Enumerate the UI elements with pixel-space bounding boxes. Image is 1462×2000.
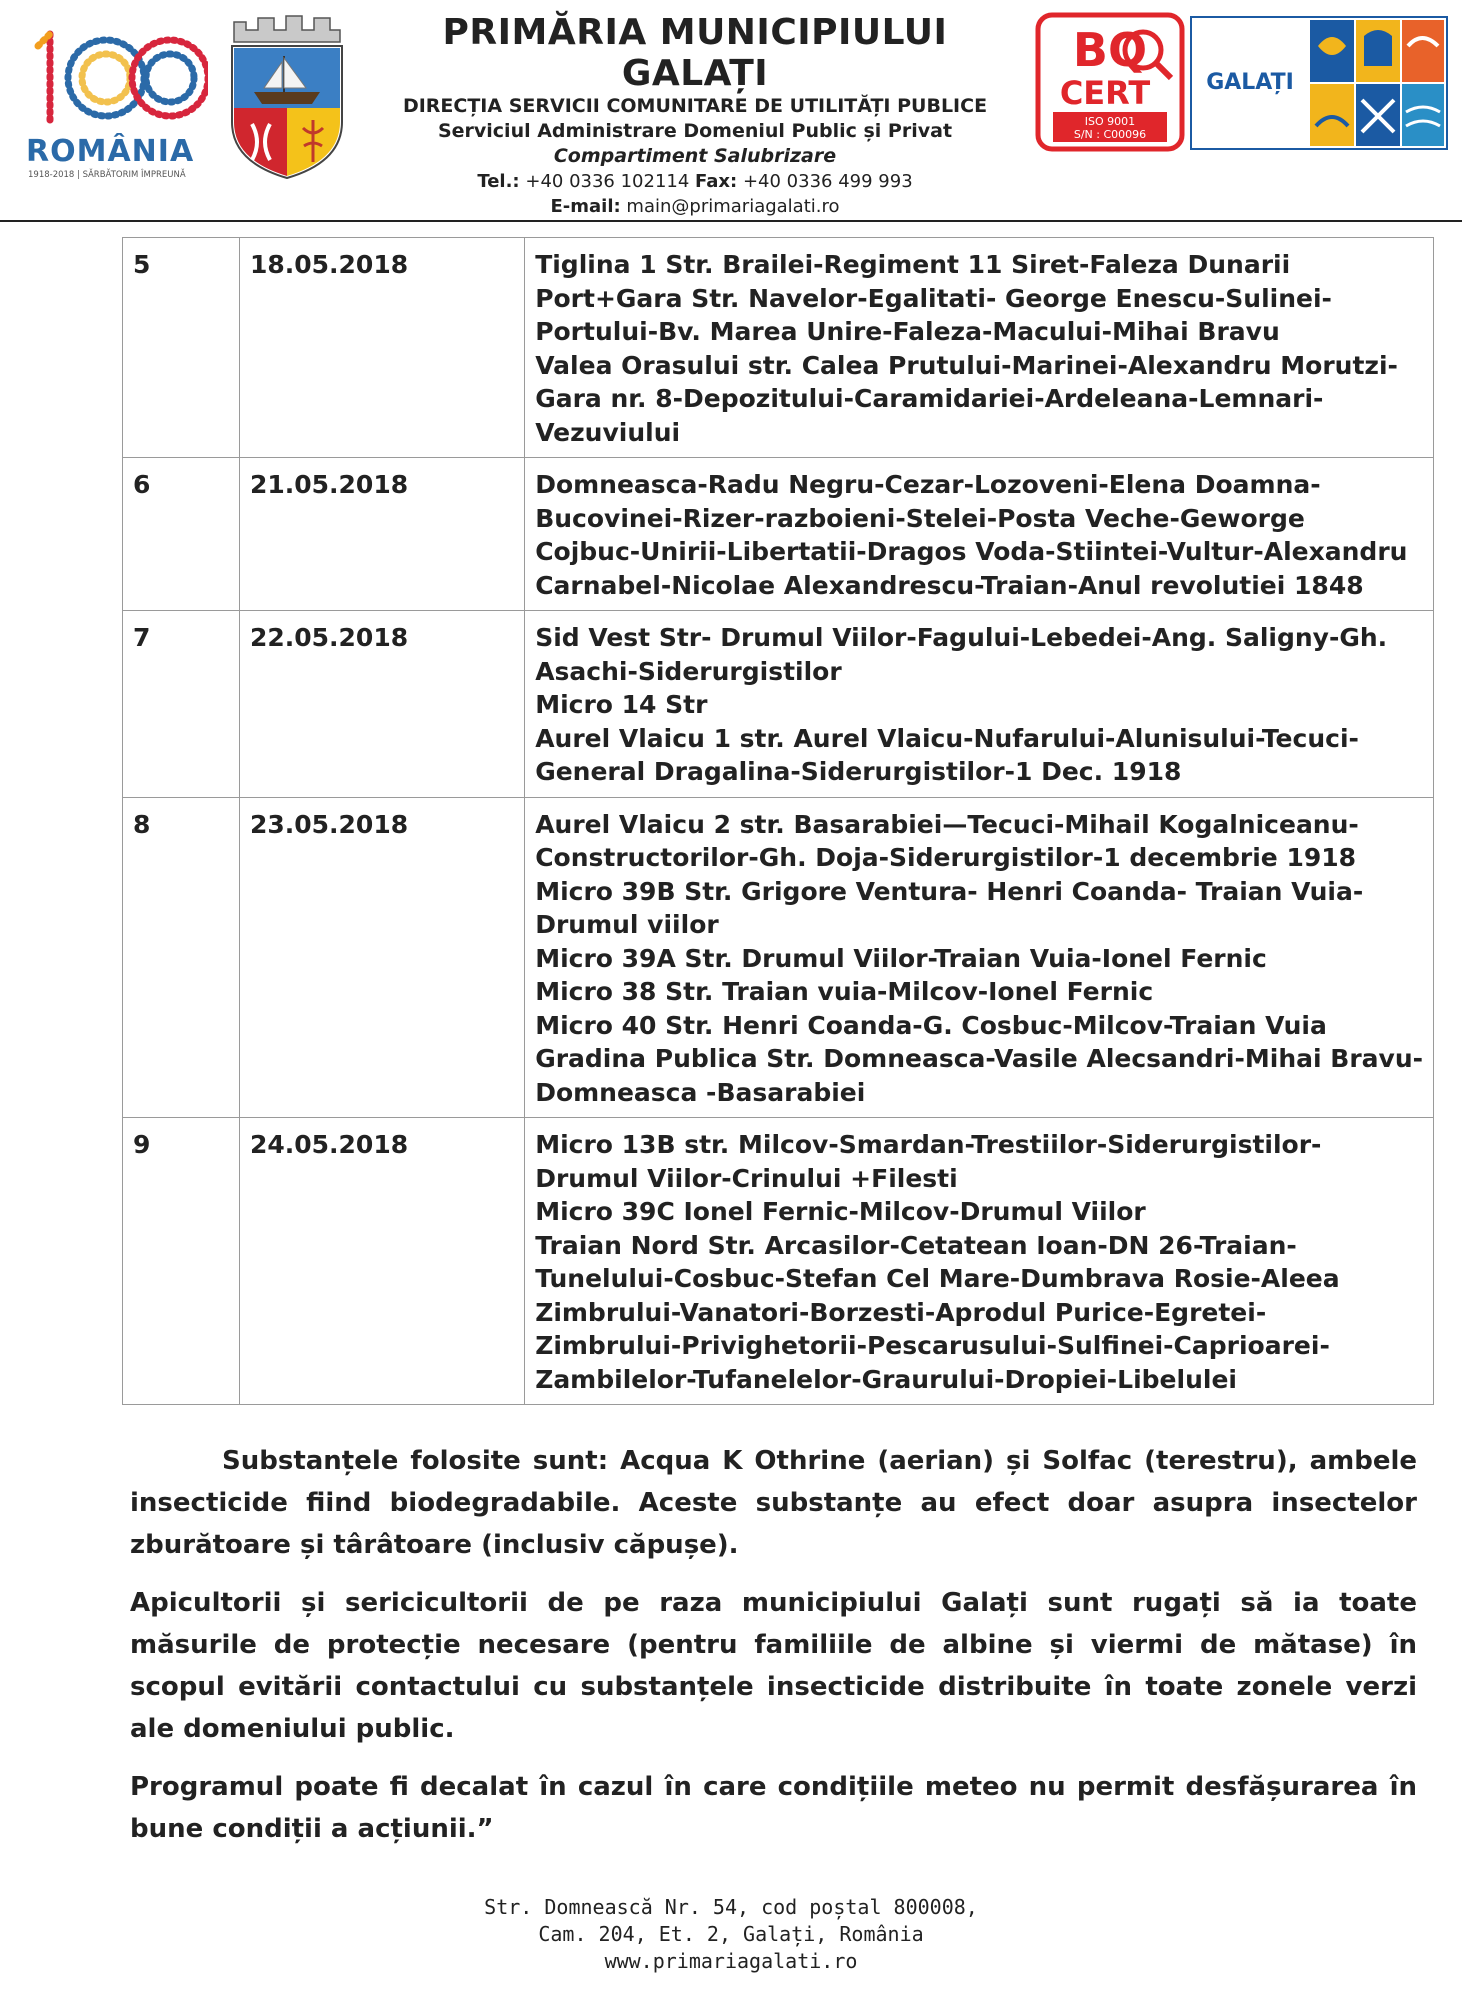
- date-cell: 24.05.2018: [239, 1118, 524, 1405]
- fax-label: Fax:: [695, 171, 738, 192]
- page-footer: [0, 1894, 1462, 1975]
- email-label: E-mail:: [550, 196, 621, 217]
- weather-disclaimer-paragraph: Programul poate fi decalat în cazul în care condițiile meteo nu permit desfășurarea în bune condiții a acțiunii.”: [130, 1772, 1417, 1844]
- letterhead-text: [370, 10, 1020, 219]
- centenary-100-dots-icon: [28, 22, 208, 132]
- treatment-schedule-table: [122, 237, 1434, 1405]
- row-number-cell: 5: [123, 238, 240, 458]
- galati-brand-text: GALAȚI: [1206, 70, 1294, 95]
- service-name: Serviciul Administrare Domeniul Public și Privat: [437, 120, 953, 142]
- zone-line: Tiglina 1 Str. Brailei-Regiment 11 Siret-Faleza Dunarii: [535, 250, 1291, 279]
- zone-line: Carnabel-Nicolae Alexandrescu-Traian-Anul revolutiei 1848: [535, 570, 1364, 600]
- centenary-subtitle: 1918-2018 | SĂRBĂTORIM ÎMPREUNĂ: [28, 170, 186, 180]
- footer-room-line: Cam. 204, Et. 2, Galați, România: [538, 1922, 924, 1946]
- date-cell: 22.05.2018: [239, 611, 524, 798]
- bq-cert-iso-logo: [1035, 12, 1185, 152]
- email-value: main@primariagalati.ro: [620, 196, 840, 217]
- zone-line: Micro 14 Str: [535, 690, 708, 719]
- zone-line: Sid Vest Str- Drumul Viilor-Fagului-Lebedei-Ang. Saligny-Gh.: [535, 623, 1388, 652]
- bq-iso: ISO 9001: [1084, 115, 1136, 128]
- zone-line: Port+Gara Str. Navelor-Egalitati- George Enescu-Sulinei-: [535, 283, 1332, 313]
- date-cell: 21.05.2018: [239, 458, 524, 611]
- table-row: [123, 238, 1434, 458]
- zone-line: Drumul Viilor-Crinului +Filesti: [535, 1163, 958, 1193]
- zone-line: Vezuviului: [535, 417, 681, 447]
- table-row: [123, 1118, 1434, 1405]
- row-number-cell: 8: [123, 797, 240, 1118]
- notes-section: [130, 1440, 1417, 1866]
- zone-line: Valea Orasului str. Calea Prutului-Marinei-Alexandru Morutzi-: [535, 350, 1398, 380]
- schedule-table-body: [123, 238, 1434, 1405]
- date-cell: 18.05.2018: [239, 238, 524, 458]
- date-cell: 23.05.2018: [239, 797, 524, 1118]
- zone-line: Drumul viilor: [535, 910, 719, 939]
- zone-line: Micro 39C Ionel Fernic-Milcov-Drumul Viilor: [535, 1197, 1146, 1226]
- galati-coat-of-arms-icon: [222, 12, 352, 182]
- zone-line: Micro 38 Str. Traian vuia-Milcov-Ionel Fernic: [535, 977, 1154, 1006]
- zone-line: Domneasca-Radu Negru-Cezar-Lozoveni-Elena Doamna-: [535, 470, 1321, 499]
- tel-label: Tel.:: [477, 171, 520, 192]
- letterhead: [0, 0, 1462, 222]
- zone-line: Asachi-Siderurgistilor: [535, 656, 842, 686]
- phone-fax-line: [370, 169, 1020, 194]
- zone-line: Traian Nord Str. Arcasilor-Cetatean Ioan-DN 26-Traian-: [535, 1230, 1297, 1260]
- zones-cell: [525, 797, 1434, 1118]
- row-number-cell: 7: [123, 611, 240, 798]
- zone-line: Micro 13B str. Milcov-Smardan-Trestiilor-Siderurgistilor-: [535, 1130, 1322, 1159]
- zone-line: Cojbuc-Unirii-Libertatii-Dragos Voda-Stiintei-Vultur-Alexandru: [535, 537, 1408, 566]
- footer-website: www.primariagalati.ro: [604, 1949, 858, 1973]
- zones-cell: [525, 238, 1434, 458]
- bq-brand-top: BQ: [1072, 23, 1148, 77]
- zones-cell: [525, 1118, 1434, 1405]
- header-divider: [0, 220, 1462, 222]
- zone-line: Zimbrului-Vanatori-Borzesti-Aprodul Purice-Egretei-: [535, 1297, 1267, 1327]
- table-row: [123, 611, 1434, 798]
- zones-cell: [525, 458, 1434, 611]
- zone-line: Gara nr. 8-Depozitului-Caramidariei-Ardeleana-Lemnari-: [535, 384, 1324, 413]
- zone-line: Portului-Bv. Marea Unire-Faleza-Macului-Mihai Bravu: [535, 317, 1280, 346]
- zone-line: Aurel Vlaicu 1 str. Aurel Vlaicu-Nufarului-Alunisului-Tecuci-: [535, 723, 1359, 753]
- row-number-cell: 9: [123, 1118, 240, 1405]
- institution-title: PRIMĂRIA MUNICIPIULUI GALAȚI: [442, 12, 948, 94]
- zone-line: Micro 39B Str. Grigore Ventura- Henri Coanda- Traian Vuia-: [535, 876, 1364, 906]
- zone-line: Tunelului-Cosbuc-Stefan Cel Mare-Dumbrava Rosie-Aleea: [535, 1264, 1340, 1293]
- zone-line: Bucovinei-Rizer-razboieni-Stelei-Posta Veche-Geworge: [535, 503, 1305, 533]
- zone-line: Aurel Vlaicu 2 str. Basarabiei—Tecuci-Mihail Kogalniceanu-: [535, 809, 1359, 839]
- beekeepers-warning-paragraph: Apicultorii și sericicultorii de pe raza municipiului Galați sunt rugați să ia toate măsurile de protecție necesare (pentru familiile de albine și viermi de mătase) în scopul evitării contactului cu substanțele insecticide distribuite în toate zonele verzi ale domeniului public.: [130, 1588, 1417, 1744]
- zones-cell: [525, 611, 1434, 798]
- substances-paragraph: Substanțele folosite sunt: Acqua K Othrine (aerian) și Solfac (terestru), ambele insecticide fiind biodegradabile. Aceste substanțe au efect doar asupra insectelor zburătoare și târâtoare (inclusiv căpușe).: [130, 1446, 1417, 1560]
- zone-line: Micro 39A Str. Drumul Viilor-Traian Vuia-Ionel Fernic: [535, 943, 1267, 973]
- zone-line: Domneasca -Basarabiei: [535, 1077, 866, 1107]
- bq-brand-bottom: CERT: [1059, 74, 1151, 112]
- table-row: [123, 458, 1434, 611]
- galati-city-brand-logo: [1190, 16, 1448, 150]
- zone-line: Zambilelor-Tufanelelor-Graurului-Dropiei-Libelulei: [535, 1364, 1237, 1394]
- directorate-name: DIRECȚIA SERVICII COMUNITARE DE UTILITĂȚI PUBLICE: [402, 95, 988, 117]
- zone-line: Gradina Publica Str. Domneasca-Vasile Alecsandri-Mihai Bravu-: [535, 1044, 1423, 1073]
- zone-line: Constructorilor-Gh. Doja-Siderurgistilor-1 decembrie 1918: [535, 843, 1357, 872]
- romania-centenary-logo: [22, 18, 212, 180]
- zone-line: Micro 40 Str. Henri Coanda-G. Cosbuc-Milcov-Traian Vuia: [535, 1010, 1327, 1040]
- bq-serial: S/N : C00096: [1073, 128, 1147, 141]
- compartment-name: Compartiment Salubrizare: [553, 145, 837, 167]
- fax-value: +40 0336 499 993: [737, 171, 913, 192]
- email-line: [370, 194, 1020, 219]
- footer-address-line: Str. Domnească Nr. 54, cod poștal 800008,: [484, 1895, 978, 1919]
- zone-line: General Dragalina-Siderurgistilor-1 Dec. 1918: [535, 757, 1182, 786]
- centenary-word: ROMÂNIA: [26, 134, 195, 169]
- row-number-cell: 6: [123, 458, 240, 611]
- tel-value: +40 0336 102114: [519, 171, 696, 192]
- zone-line: Zimbrului-Privighetorii-Pescarusului-Sulfinei-Caprioarei-: [535, 1331, 1330, 1360]
- table-row: [123, 797, 1434, 1118]
